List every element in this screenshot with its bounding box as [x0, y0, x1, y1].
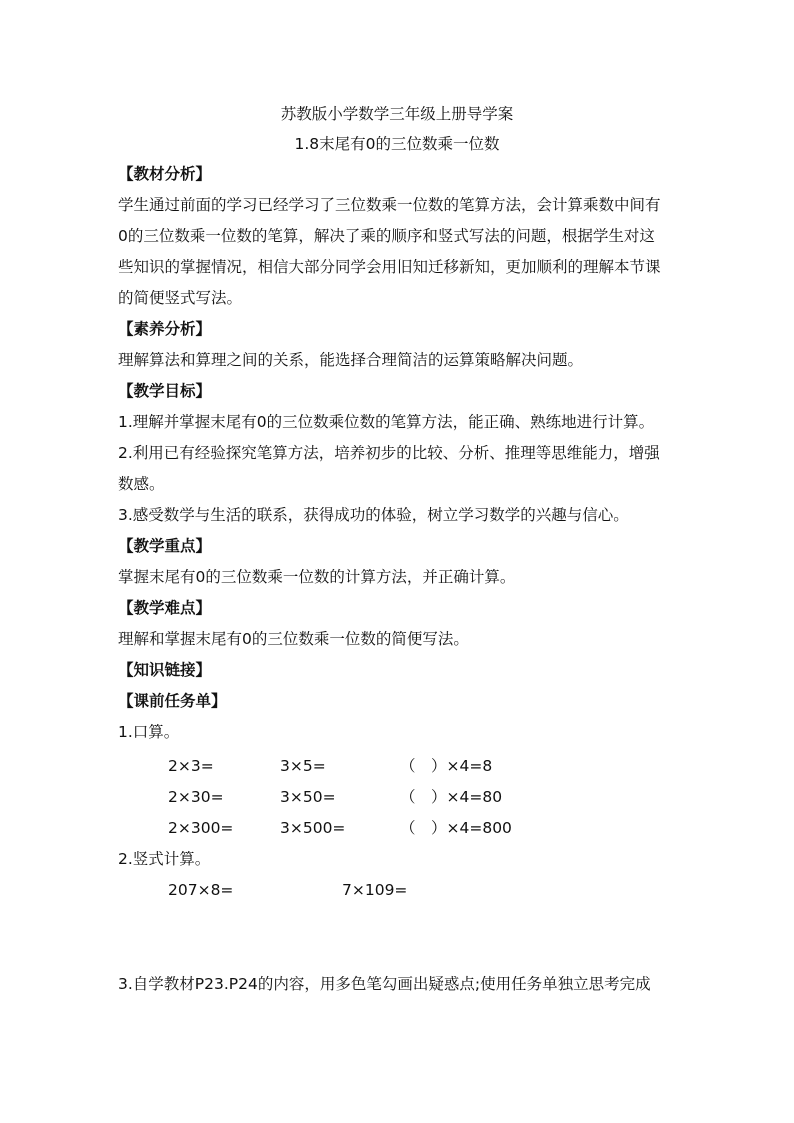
heading-goals: 【教学目标】 [118, 382, 212, 400]
material-line: 0的三位数乘一位数的笔算，解决了乘的顺序和竖式写法的问题，根据学生对这 [118, 227, 655, 245]
heading-difficulty: 【教学难点】 [118, 599, 212, 617]
difficulty-line: 理解和掌握末尾有0的三位数乘一位数的简便写法。 [118, 630, 469, 648]
goal-line: 3.感受数学与生活的联系，获得成功的体验，树立学习数学的兴趣与信心。 [118, 506, 629, 524]
oral-item: （ ）×4=80 [400, 788, 503, 806]
oral-item: 3×5= [280, 757, 326, 775]
oral-item: 2×3= [168, 757, 214, 775]
heading-material: 【教材分析】 [118, 165, 212, 183]
heading-link: 【知识链接】 [118, 661, 212, 679]
task-q3: 3.自学教材P23.P24的内容，用多色笔勾画出疑惑点;使用任务单独立思考完成 [118, 975, 651, 993]
heading-tasks: 【课前任务单】 [118, 692, 227, 710]
goal-line: 2.利用已有经验探究笔算方法，培养初步的比较、分析、推理等思维能力，增强 [118, 444, 660, 462]
heading-literacy: 【素养分析】 [118, 320, 212, 338]
goal-line: 1.理解并掌握末尾有0的三位数乘位数的笔算方法，能正确、熟练地进行计算。 [118, 413, 655, 431]
task-q1: 1.口算。 [118, 723, 180, 741]
literacy-line: 理解算法和算理之间的关系，能选择合理简洁的运算策略解决问题。 [118, 351, 584, 369]
oral-item: 2×300= [168, 819, 234, 837]
doc-subtitle: 1.8末尾有0的三位数乘一位数 [294, 135, 500, 153]
material-line: 学生通过前面的学习已经学习了三位数乘一位数的笔算方法，会计算乘数中间有 [118, 196, 661, 214]
oral-item: 2×30= [168, 788, 224, 806]
oral-item: 3×500= [280, 819, 346, 837]
doc-title: 苏教版小学数学三年级上册导学案 [280, 105, 514, 123]
goal-line: 数感。 [118, 475, 165, 493]
vertical-item: 7×109= [342, 881, 408, 899]
material-line: 的简便竖式写法。 [118, 289, 243, 307]
oral-item: 3×50= [280, 788, 336, 806]
oral-item: （ ）×4=8 [400, 757, 493, 775]
heading-key: 【教学重点】 [118, 537, 212, 555]
oral-item: （ ）×4=800 [400, 819, 512, 837]
material-line: 些知识的掌握情况，相信大部分同学会用旧知迁移新知，更加顺利的理解本节课 [118, 258, 661, 276]
key-line: 掌握末尾有0的三位数乘一位数的计算方法，并正确计算。 [118, 568, 516, 586]
vertical-item: 207×8= [168, 881, 234, 899]
task-q2: 2.竖式计算。 [118, 850, 211, 868]
